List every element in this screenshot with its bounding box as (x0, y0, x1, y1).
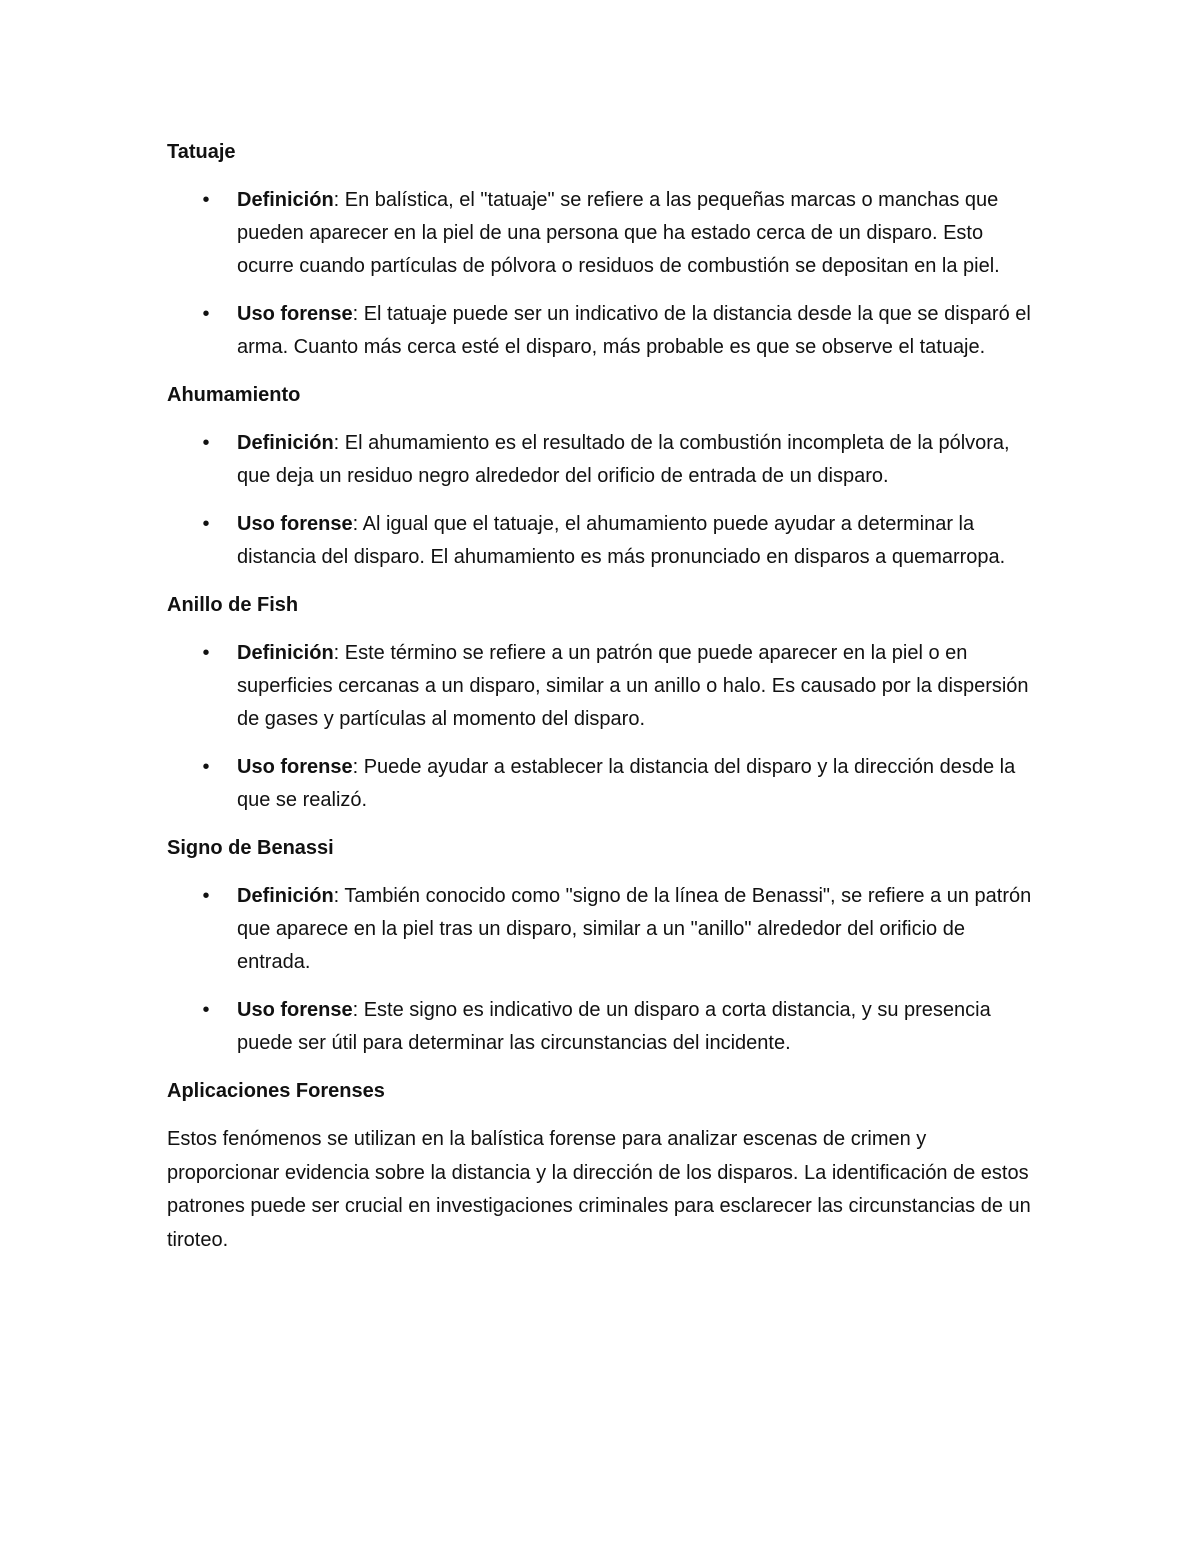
section-title-signo-de-benassi: Signo de Benassi (167, 837, 334, 859)
section-title-tatuaje: Tatuaje (167, 141, 236, 163)
item-term: Uso forense (237, 756, 353, 778)
document-page (167, 136, 1037, 1257)
bullet-icon: • (202, 513, 210, 535)
item-term: Uso forense (237, 303, 353, 325)
list-item (167, 880, 1037, 979)
item-text: : Este signo es indicativo de un disparo a corta distancia, y su presencia puede ser útil para determinar las circunstancias del incidente. (237, 999, 991, 1054)
bullet-icon: • (202, 756, 210, 778)
item-text: : Al igual que el tatuaje, el ahumamiento puede ayudar a determinar la distancia del disparo. El ahumamiento es más pronunciado en disparos a quemarropa. (237, 513, 1006, 568)
bullet-icon: • (202, 189, 210, 211)
list-signo-de-benassi (167, 880, 1037, 1060)
bullet-icon: • (202, 642, 210, 664)
item-term: Uso forense (237, 999, 353, 1021)
item-text: : Puede ayudar a establecer la distancia del disparo y la dirección desde la que se realizó. (237, 756, 1016, 811)
list-ahumamiento (167, 427, 1037, 574)
item-text: : En balística, el "tatuaje" se refiere a las pequeñas marcas o manchas que pueden aparecer en la piel de una persona que ha estado cerca de un disparo. Esto ocurre cuando partículas de pólvora o residuos de combustión se depositan en la piel. (237, 189, 1000, 277)
list-item (167, 751, 1037, 817)
list-item (167, 184, 1037, 283)
item-text: : El ahumamiento es el resultado de la combustión incompleta de la pólvora, que deja un residuo negro alrededor del orificio de entrada de un disparo. (237, 432, 1010, 487)
list-tatuaje (167, 184, 1037, 364)
bullet-icon: • (202, 432, 210, 454)
item-term: Uso forense (237, 513, 353, 535)
list-item (167, 298, 1037, 364)
item-text: : El tatuaje puede ser un indicativo de la distancia desde la que se disparó el arma. Cuanto más cerca esté el disparo, más probable es que se observe el tatuaje. (237, 303, 1031, 358)
bullet-icon: • (202, 999, 210, 1021)
item-text: : Este término se refiere a un patrón que puede aparecer en la piel o en superficies cercanas a un disparo, similar a un anillo o halo. Es causado por la dispersión de gases y partículas al momento del disparo. (237, 642, 1029, 730)
item-term: Definición (237, 642, 334, 664)
list-anillo-de-fish (167, 637, 1037, 817)
bullet-icon: • (202, 303, 210, 325)
list-item (167, 637, 1037, 736)
list-item (167, 427, 1037, 493)
item-term: Definición (237, 885, 334, 907)
bullet-icon: • (202, 885, 210, 907)
item-text: : También conocido como "signo de la línea de Benassi", se refiere a un patrón que aparece en la piel tras un disparo, similar a un "anillo" alrededor del orificio de entrada. (237, 885, 1032, 973)
list-item (167, 994, 1037, 1060)
applications-paragraph: Estos fenómenos se utilizan en la balística forense para analizar escenas de crimen y proporcionar evidencia sobre la distancia y la dirección de los disparos. La identificación de estos patrones puede ser crucial en investigaciones criminales para esclarecer las circunstancias de un tiroteo. (167, 1128, 1031, 1251)
section-title-ahumamiento: Ahumamiento (167, 384, 301, 406)
item-term: Definición (237, 189, 334, 211)
list-item (167, 508, 1037, 574)
item-term: Definición (237, 432, 334, 454)
section-title-aplicaciones-forenses: Aplicaciones Forenses (167, 1080, 385, 1102)
section-title-anillo-de-fish: Anillo de Fish (167, 594, 299, 616)
